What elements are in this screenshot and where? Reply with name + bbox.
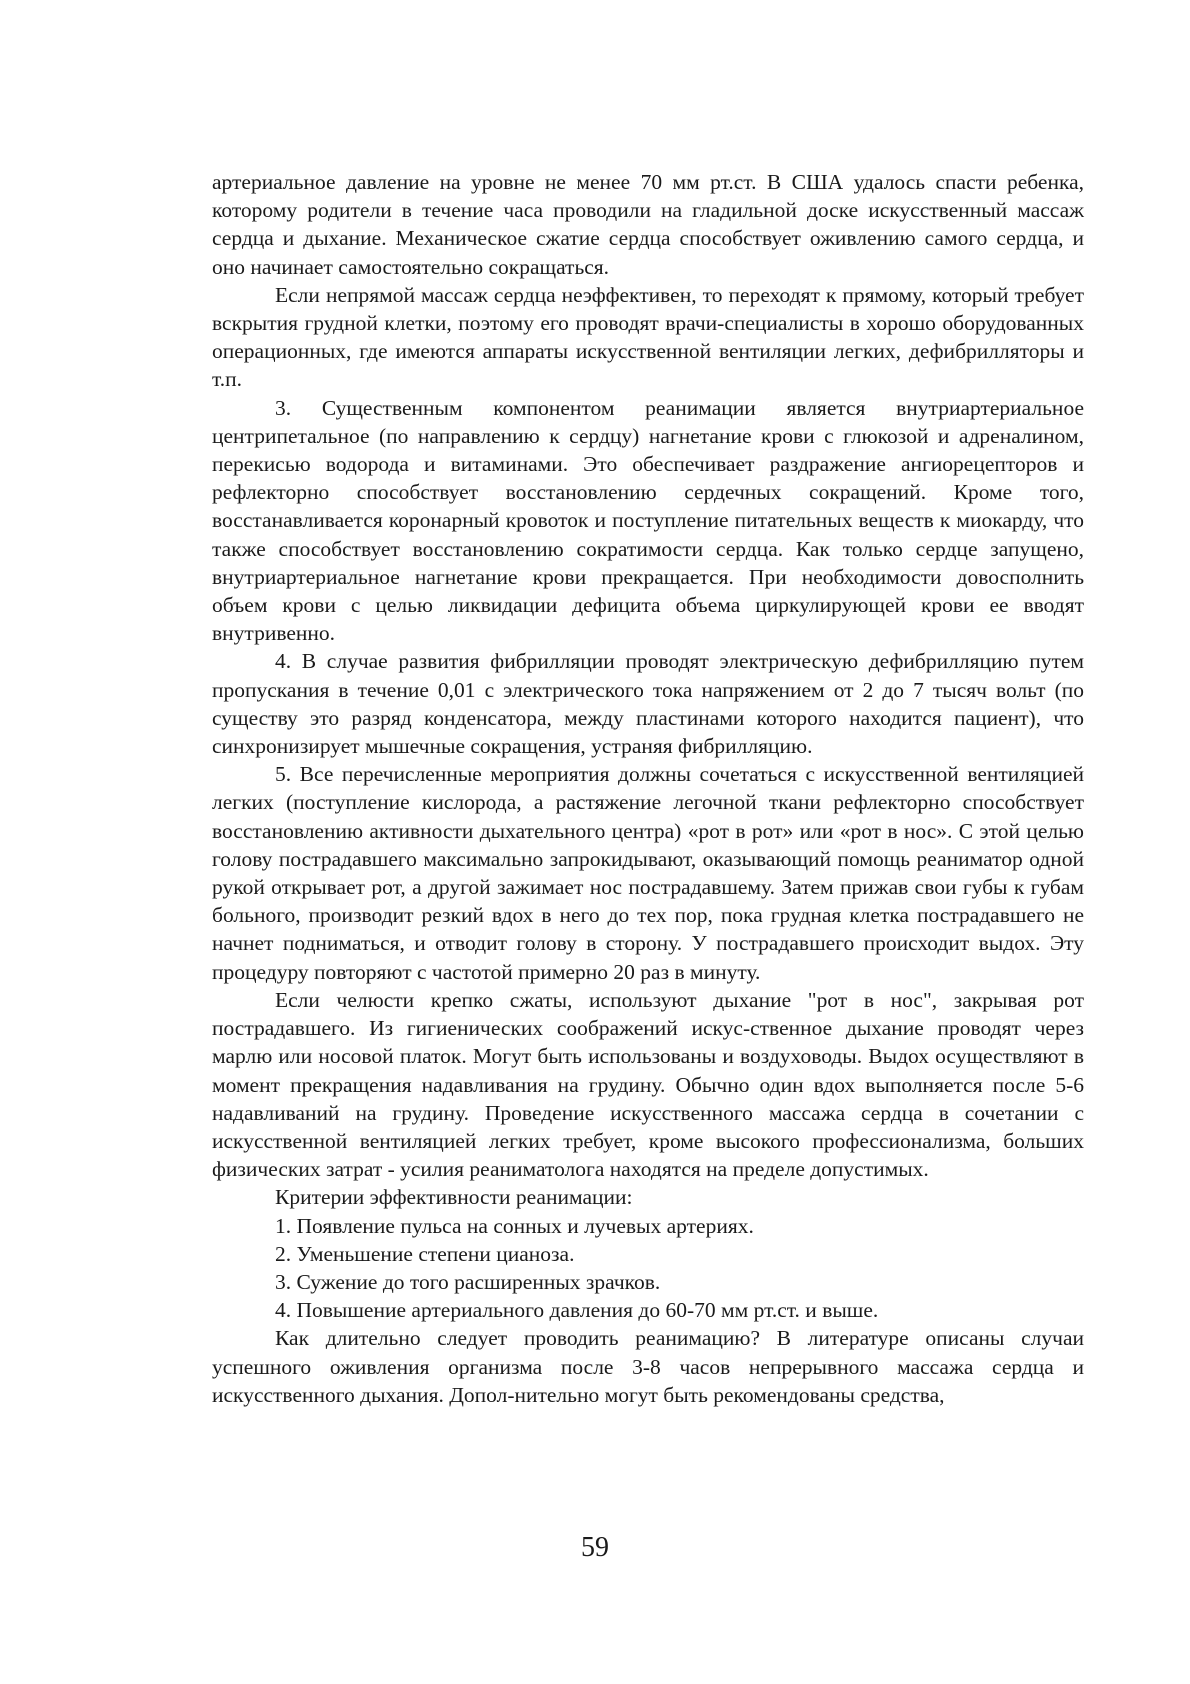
paragraph-item-5: 5. Все перечисленные мероприятия должны сочетаться с искусственной вентиляцией легких (поступление кислорода, а растяжение легочной ткани рефлекторно способствует восстановлению активности дыхательного центра) «рот в рот» или «рот в нос». С этой целью голову пострадавшего максимально запрокидывают, оказывающий помощь реаниматор одной рукой открывает рот, а другой зажимает нос пострадавшему. Затем прижав свои губы к губам больного, производит резкий вдох в него до тех пор, пока грудная клетка пострадавшего не начнет подниматься, и отводит голову в сторону. У пострадавшего происходит выдох. Эту процедуру повторяют с частотой примерно 20 раз в минуту.: [212, 762, 1084, 984]
criteria-item: 4. Повышение артериального давления до 60-70 мм рт.ст. и выше.: [275, 1298, 879, 1323]
criteria-item: 3. Сужение до того расширенных зрачков.: [275, 1269, 661, 1294]
criteria-heading: Критерии эффективности реанимации:: [275, 1185, 633, 1210]
page-body: [212, 168, 1084, 1409]
paragraph-duration: Как длительно следует проводить реанимацию? В литературе описаны случаи успешного оживления организма после 3-8 часов непрерывного массажа сердца и искусственного дыхания. Допол-нительно могут быть рекомендованы средства,: [212, 1326, 1084, 1407]
paragraph-clenched-jaws: Если челюсти крепко сжаты, используют дыхание "рот в нос", закрывая рот пострадавшего. Из гигиенических соображений искус-ственное дыхание проводят через марлю или носовой платок. Могут быть использованы и воздуховоды. Выдох осуществляют в момент прекращения надавливания на грудину. Обычно один вдох выполняется после 5-6 надавливаний на грудину. Проведение искусственного массажа сердца в сочетании с искусственной вентиляцией легких требует, кроме высокого профессионализма, больших физических затрат - усилия реаниматолога находятся на пределе допустимых.: [212, 987, 1084, 1182]
paragraph-item-3: 3. Существенным компонентом реанимации является внутриартериальное центрипетальное (по направлению к сердцу) нагнетание крови с глюкозой и адреналином, перекисью водорода и витаминами. Это обеспечивает раздражение ангиорецепторов и рефлекторно способствует восстановлению сердечных сокращений. Кроме того, восстанавливается коронарный кровоток и поступление питательных веществ к миокарду, что также способствует восстановлению сократимости сердца. Как только сердце запущено, внутриартериальное нагнетание крови прекращается. При необходимости довосполнить объем крови с целью ликвидации дефицита объема циркулирующей крови ее вводят внутривенно.: [212, 395, 1084, 646]
criteria-item: 2. Уменьшение степени цианоза.: [275, 1241, 575, 1266]
paragraph-continuation: артериальное давление на уровне не менее 70 мм рт.ст. В США удалось спасти ребенка, которому родители в течение часа проводили на гладильной доске искусственный массаж сердца и дыхание. Механическое сжатие сердца способствует оживлению самого сердца, и оно начинает самостоятельно сокращаться.: [212, 170, 1084, 279]
paragraph-direct-massage: Если непрямой массаж сердца неэффективен, то переходят к прямому, который требует вскрытия грудной клетки, поэтому его проводят врачи-специалисты в хорошо оборудованных операционных, где имеются аппараты искусственной вентиляции легких, дефибрилляторы и т.п.: [212, 282, 1084, 392]
criteria-item: 1. Появление пульса на сонных и лучевых артериях.: [275, 1213, 754, 1238]
page-number: 59: [581, 1532, 609, 1563]
paragraph-item-4: 4. В случае развития фибрилляции проводят электрическую дефибрилляцию путем пропускания в течение 0,01 с электрического тока напряжением от 2 до 7 тысяч вольт (по существу это разряд конденсатора, между пластинами которого находится пациент), что синхронизирует мышечные сокращения, устраняя фибрилляцию.: [212, 649, 1084, 759]
